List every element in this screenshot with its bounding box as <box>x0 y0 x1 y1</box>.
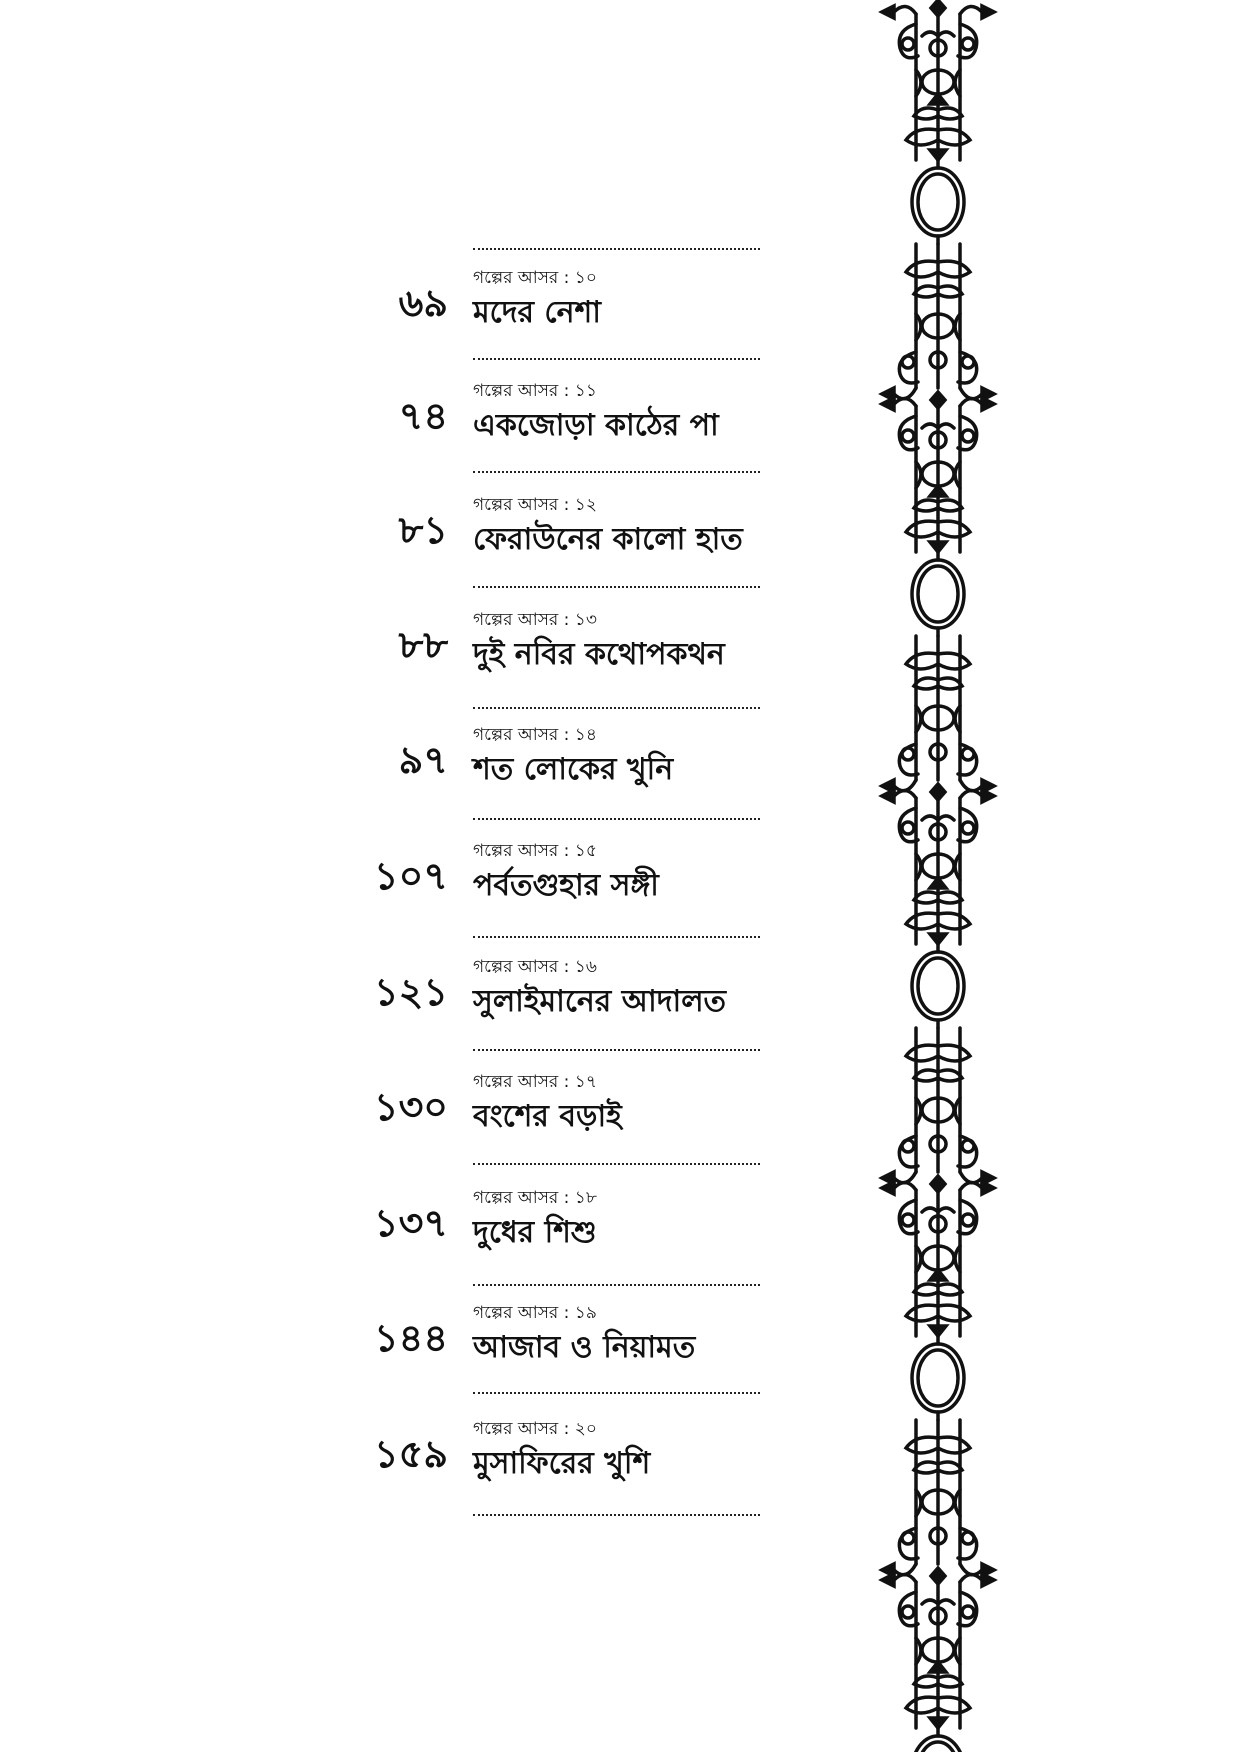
dotted-divider <box>473 248 760 250</box>
toc-entry <box>360 612 760 692</box>
dotted-divider <box>473 1392 760 1394</box>
dotted-divider <box>473 586 760 588</box>
toc-entry <box>360 1305 760 1385</box>
toc-page-number: ৬৯ <box>398 281 448 325</box>
toc-story-title: বংশের বড়াই <box>473 1099 622 1134</box>
toc-page-number: ৯৭ <box>398 738 448 782</box>
toc-entry <box>360 1190 760 1270</box>
toc-story-label: গল্পের আসর : ১৯ <box>473 1303 597 1323</box>
toc-entry <box>360 959 760 1039</box>
toc-story-label: গল্পের আসর : ১৬ <box>473 957 597 977</box>
dotted-divider <box>473 936 760 938</box>
dotted-divider <box>473 1163 760 1165</box>
dotted-divider <box>473 358 760 360</box>
toc-page-number: ৭৪ <box>398 394 448 438</box>
toc-story-label: গল্পের আসর : ১৭ <box>473 1072 597 1092</box>
dotted-divider <box>473 471 760 473</box>
toc-entry <box>360 1421 760 1501</box>
toc-story-title: মদের নেশা <box>473 295 601 330</box>
toc-story-label: গল্পের আসর : ১০ <box>473 268 597 288</box>
toc-entry <box>360 727 760 807</box>
toc-entry <box>360 497 760 577</box>
toc-story-title: দুই নবির কথোপকথন <box>473 637 725 672</box>
toc-story-title: দুধের শিশু <box>473 1215 597 1250</box>
toc-entry <box>360 383 760 463</box>
dotted-divider <box>473 707 760 709</box>
toc-story-title: শত লোকের খুনি <box>473 752 674 787</box>
toc-entry <box>360 843 760 923</box>
toc-story-title: আজাব ও নিয়ামত <box>473 1330 696 1365</box>
toc-page-number: ১৪৪ <box>374 1316 448 1360</box>
toc-story-title: পর্বতগুহার সঙ্গী <box>473 868 659 903</box>
toc-entry <box>360 270 760 350</box>
dotted-divider <box>473 1514 760 1516</box>
toc-entry <box>360 1074 760 1154</box>
toc-story-label: গল্পের আসর : ১৫ <box>473 841 597 861</box>
toc-page-number: ১০৭ <box>373 854 448 898</box>
toc-page-number: ৮৮ <box>398 623 448 667</box>
toc-page-number: ১৩০ <box>373 1085 448 1129</box>
toc-page-number: ৮১ <box>398 508 448 552</box>
toc-page-number: ১৫৯ <box>374 1432 448 1476</box>
toc-story-title: একজোড়া কাঠের পা <box>473 408 719 443</box>
toc-story-label: গল্পের আসর : ২০ <box>473 1419 597 1439</box>
toc-story-label: গল্পের আসর : ১২ <box>473 495 597 515</box>
dotted-divider <box>473 1049 760 1051</box>
dotted-divider <box>473 818 760 820</box>
toc-story-title: সুলাইমানের আদালত <box>473 984 727 1019</box>
ornamental-vine-border-icon <box>878 0 998 1752</box>
toc-story-label: গল্পের আসর : ১৩ <box>473 610 597 630</box>
toc-story-label: গল্পের আসর : ১৪ <box>473 725 597 745</box>
toc-story-title: মুসাফিরের খুশি <box>473 1446 651 1481</box>
toc-page-number: ১২১ <box>373 970 448 1014</box>
toc-story-label: গল্পের আসর : ১৮ <box>473 1188 597 1208</box>
toc-page-number: ১৩৭ <box>373 1201 448 1245</box>
dotted-divider <box>473 1284 760 1286</box>
toc-story-title: ফেরাউনের কালো হাত <box>473 522 743 557</box>
toc-story-label: গল্পের আসর : ১১ <box>473 381 597 401</box>
